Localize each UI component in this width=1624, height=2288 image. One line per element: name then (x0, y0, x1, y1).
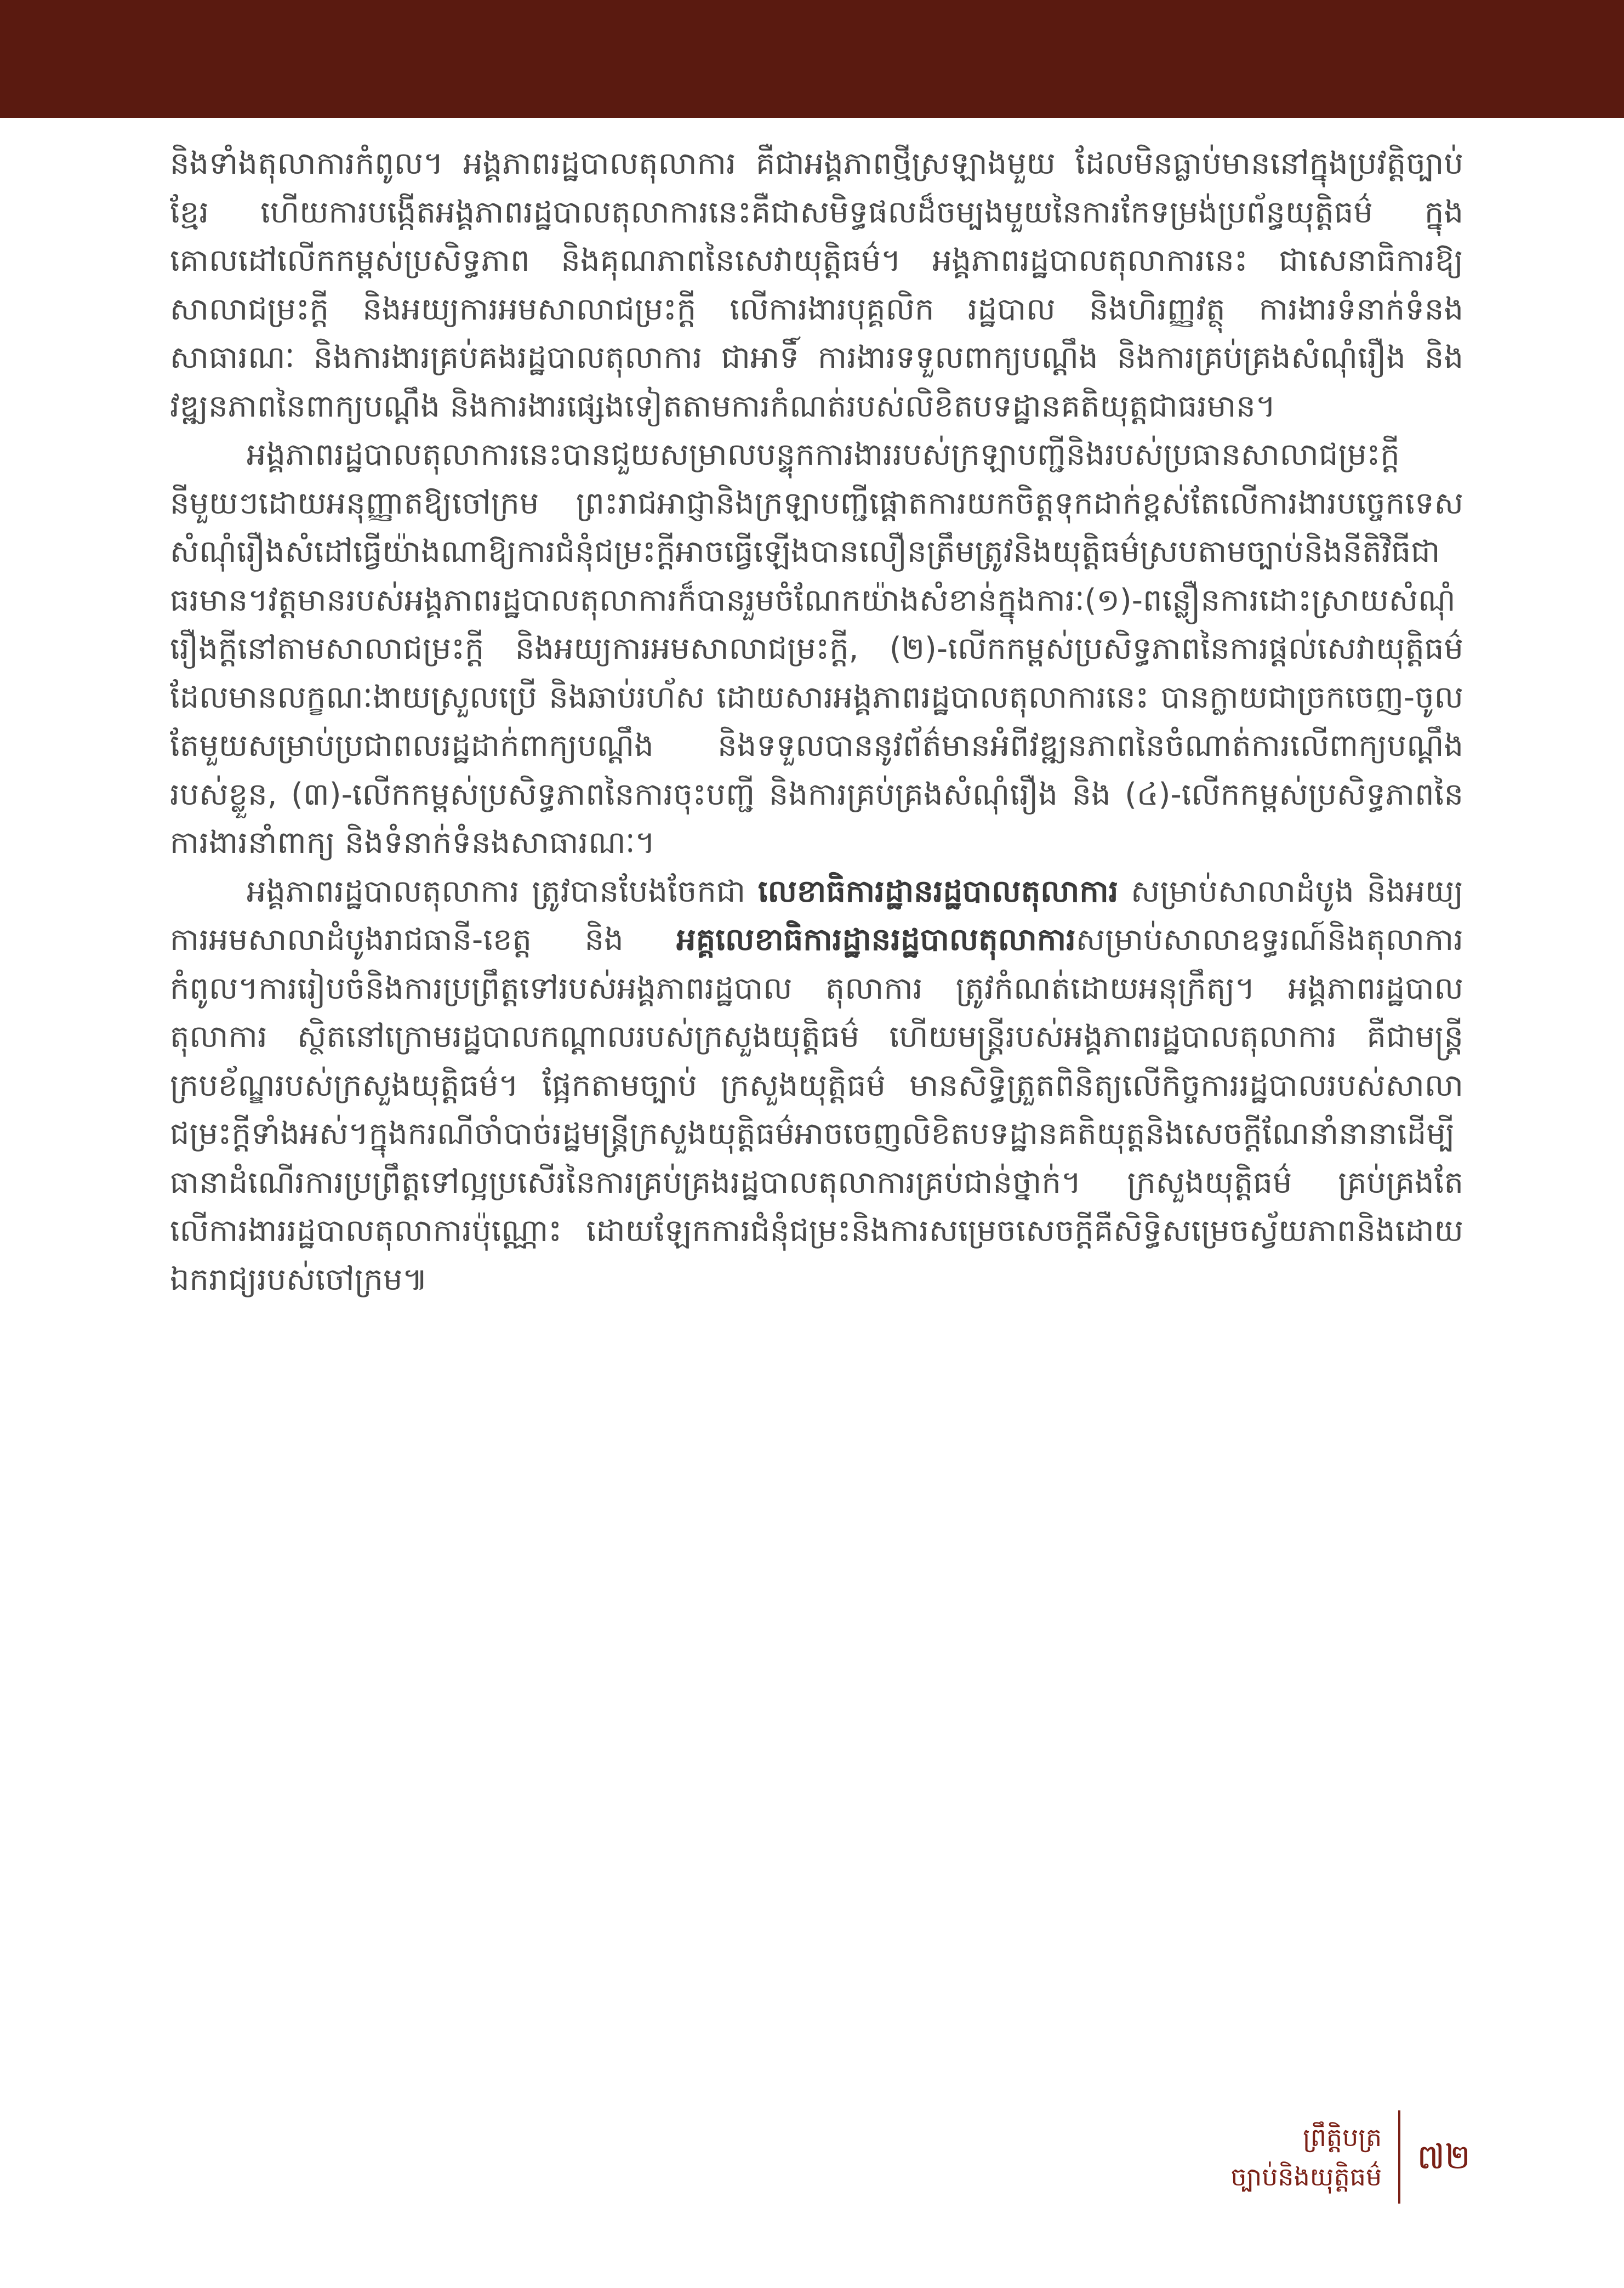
publication-title (1230, 2118, 1382, 2196)
term-secretariat: លេខាធិការដ្ឋានរដ្ឋបាលតុលាការ (757, 873, 1119, 909)
paragraph-3-text-c: សម្រាប់សាលាដំបូង និងអយ្យការអមសាលាដំបូងរាជធានី-ខេត្ត និង (170, 873, 1463, 958)
paragraph-3-text-e: សម្រាប់សាលាឧទ្ធរណ៍និងតុលាការកំពូល។ការរៀបចំនិងការប្រព្រឹត្តទៅរបស់អង្គភាពរដ្ឋបាល តុលាការ ត្រូវកំណត់ដោយអនុក្រឹត្យ។ អង្គភាពរដ្ឋបាលតុលាការ ស្ថិតនៅក្រោមរដ្ឋបាលកណ្តាលរបស់ក្រសួងយុត្តិធម៌ ហើយមន្ត្រីរបស់អង្គភាពរដ្ឋបាលតុលាការ គឺជាមន្ត្រីក្របខ័ណ្ឌរបស់ក្រសួងយុត្តិធម៌។ ផ្អែកតាមច្បាប់ ក្រសួងយុត្តិធម៌ មានសិទ្ធិត្រួតពិនិត្យលើកិច្ចការរដ្ឋបាលរបស់សាលាជម្រះក្តីទាំងអស់។ក្នុងករណីចាំបាច់រដ្ឋមន្ត្រីក្រសួងយុត្តិធម៌អាចចេញលិខិតបទដ្ឋានគតិយុត្តនិងសេចក្តីណែនាំនានាដើម្បីធានាដំណើរការប្រព្រឹត្តទៅល្អប្រសើរនៃការគ្រប់គ្រងរដ្ឋបាលតុលាការគ្រប់ជាន់ថ្នាក់។ ក្រសួងយុត្តិធម៌ គ្រប់គ្រងតែលើការងាររដ្ឋបាលតុលាការប៉ុណ្ណោះ ដោយឡែកការជំនុំជម្រះនិងការសម្រេចសេចក្តីគឺសិទ្ធិសម្រេចស្វ័យភាពនិងដោយឯករាជ្យរបស់ចៅក្រម៕ (170, 922, 1463, 1297)
paragraph-2: អង្គភាពរដ្ឋបាលតុលាការនេះបានជួយសម្រាលបន្ទុកការងាររបស់ក្រឡាបញ្ជីនិងរបស់ប្រធានសាលាជម្រះក្តីនីមួយៗដោយអនុញ្ញាតឱ្យចៅក្រម ព្រះរាជអាជ្ញានិងក្រឡាបញ្ជីផ្តោតការយកចិត្តទុកដាក់ខ្ពស់តែលើការងារបច្ចេកទេសសំណុំរឿងសំដៅធ្វើយ៉ាងណាឱ្យការជំនុំជម្រះក្តីអាចធ្វើឡើងបានលឿនត្រឹមត្រូវនិងយុត្តិធម៌ស្របតាមច្បាប់និងនីតិវិធីជាធរមាន។វត្តមានរបស់អង្គភាពរដ្ឋបាលតុលាការក៏បានរួមចំណែកយ៉ាងសំខាន់ក្នុងការៈ(១)-ពន្លឿនការដោះស្រាយសំណុំរឿងក្តីនៅតាមសាលាជម្រះក្តី និងអយ្យការអមសាលាជម្រះក្តី, (២)-លើកកម្ពស់ប្រសិទ្ធភាពនៃការផ្តល់សេវាយុត្តិធម៌ ដែលមានលក្ខណៈងាយស្រួលប្រើ និងឆាប់រហ័ស ដោយសារអង្គភាពរដ្ឋបាលតុលាការនេះ បានក្លាយជាច្រកចេញ-ចូលតែមួយសម្រាប់ប្រជាពលរដ្ឋដាក់ពាក្យបណ្តឹង និងទទួលបាននូវព័ត៌មានអំពីវឌ្ឍនភាពនៃចំណាត់ការលើពាក្យបណ្តឹងរបស់ខ្លួន, (៣)-លើកកម្ពស់ប្រសិទ្ធភាពនៃការចុះបញ្ជី និងការគ្រប់គ្រងសំណុំរឿង និង (៤)-លើកកម្ពស់ប្រសិទ្ធភាពនៃការងារនាំពាក្យ និងទំនាក់ទំនងសាធារណៈ។ (170, 437, 1463, 861)
term-general-secretariat: អគ្គលេខាធិការដ្ឋានរដ្ឋបាលតុលាការ (676, 922, 1076, 958)
publication-title-line-2: ច្បាប់និងយុត្តិធម៌ (1230, 2162, 1382, 2192)
article-body (170, 140, 1463, 1304)
paragraph-3 (170, 868, 1463, 1305)
header-band (0, 0, 1624, 118)
page-footer (1230, 2110, 1471, 2204)
footer-divider (1398, 2110, 1400, 2204)
publication-title-line-1: ព្រឹត្តិបត្រ (1303, 2122, 1382, 2152)
page-number: ៧២ (1417, 2137, 1471, 2177)
paragraph-3-text-a: អង្គភាពរដ្ឋបាលតុលាការ ត្រូវបានបែងចែកជា (247, 873, 758, 909)
paragraph-1: និងទាំងតុលាការកំពូល។ អង្គភាពរដ្ឋបាលតុលាការ គឺជាអង្គភាពថ្មីស្រឡាងមួយ ដែលមិនធ្លាប់មាននៅក្នុងប្រវត្តិច្បាប់ខ្មែរ ហើយការបង្កើតអង្គភាពរដ្ឋបាលតុលាការនេះគឺជាសមិទ្ធផលដ៏ចម្បងមួយនៃការកែទម្រង់ប្រព័ន្ធយុត្តិធម៌ ក្នុងគោលដៅលើកកម្ពស់ប្រសិទ្ធភាព និងគុណភាពនៃសេវាយុត្តិធម៌។ អង្គភាពរដ្ឋបាលតុលាការនេះ ជាសេនាធិការឱ្យសាលាជម្រះក្តី និងអយ្យការអមសាលាជម្រះក្តី លើការងារបុគ្គលិក រដ្ឋបាល និងហិរញ្ញវត្ថុ ការងារទំនាក់ទំនងសាធារណៈ និងការងារគ្រប់គងរដ្ឋបាលតុលាការ ជាអាទិ៍ ការងារទទួលពាក្យបណ្តឹង និងការគ្រប់គ្រងសំណុំរឿង និងវឌ្ឍនភាពនៃពាក្យបណ្តឹង និងការងារផ្សេងទៀតតាមការកំណត់របស់លិខិតបទដ្ឋានគតិយុត្តជាធរមាន។ (170, 146, 1463, 424)
